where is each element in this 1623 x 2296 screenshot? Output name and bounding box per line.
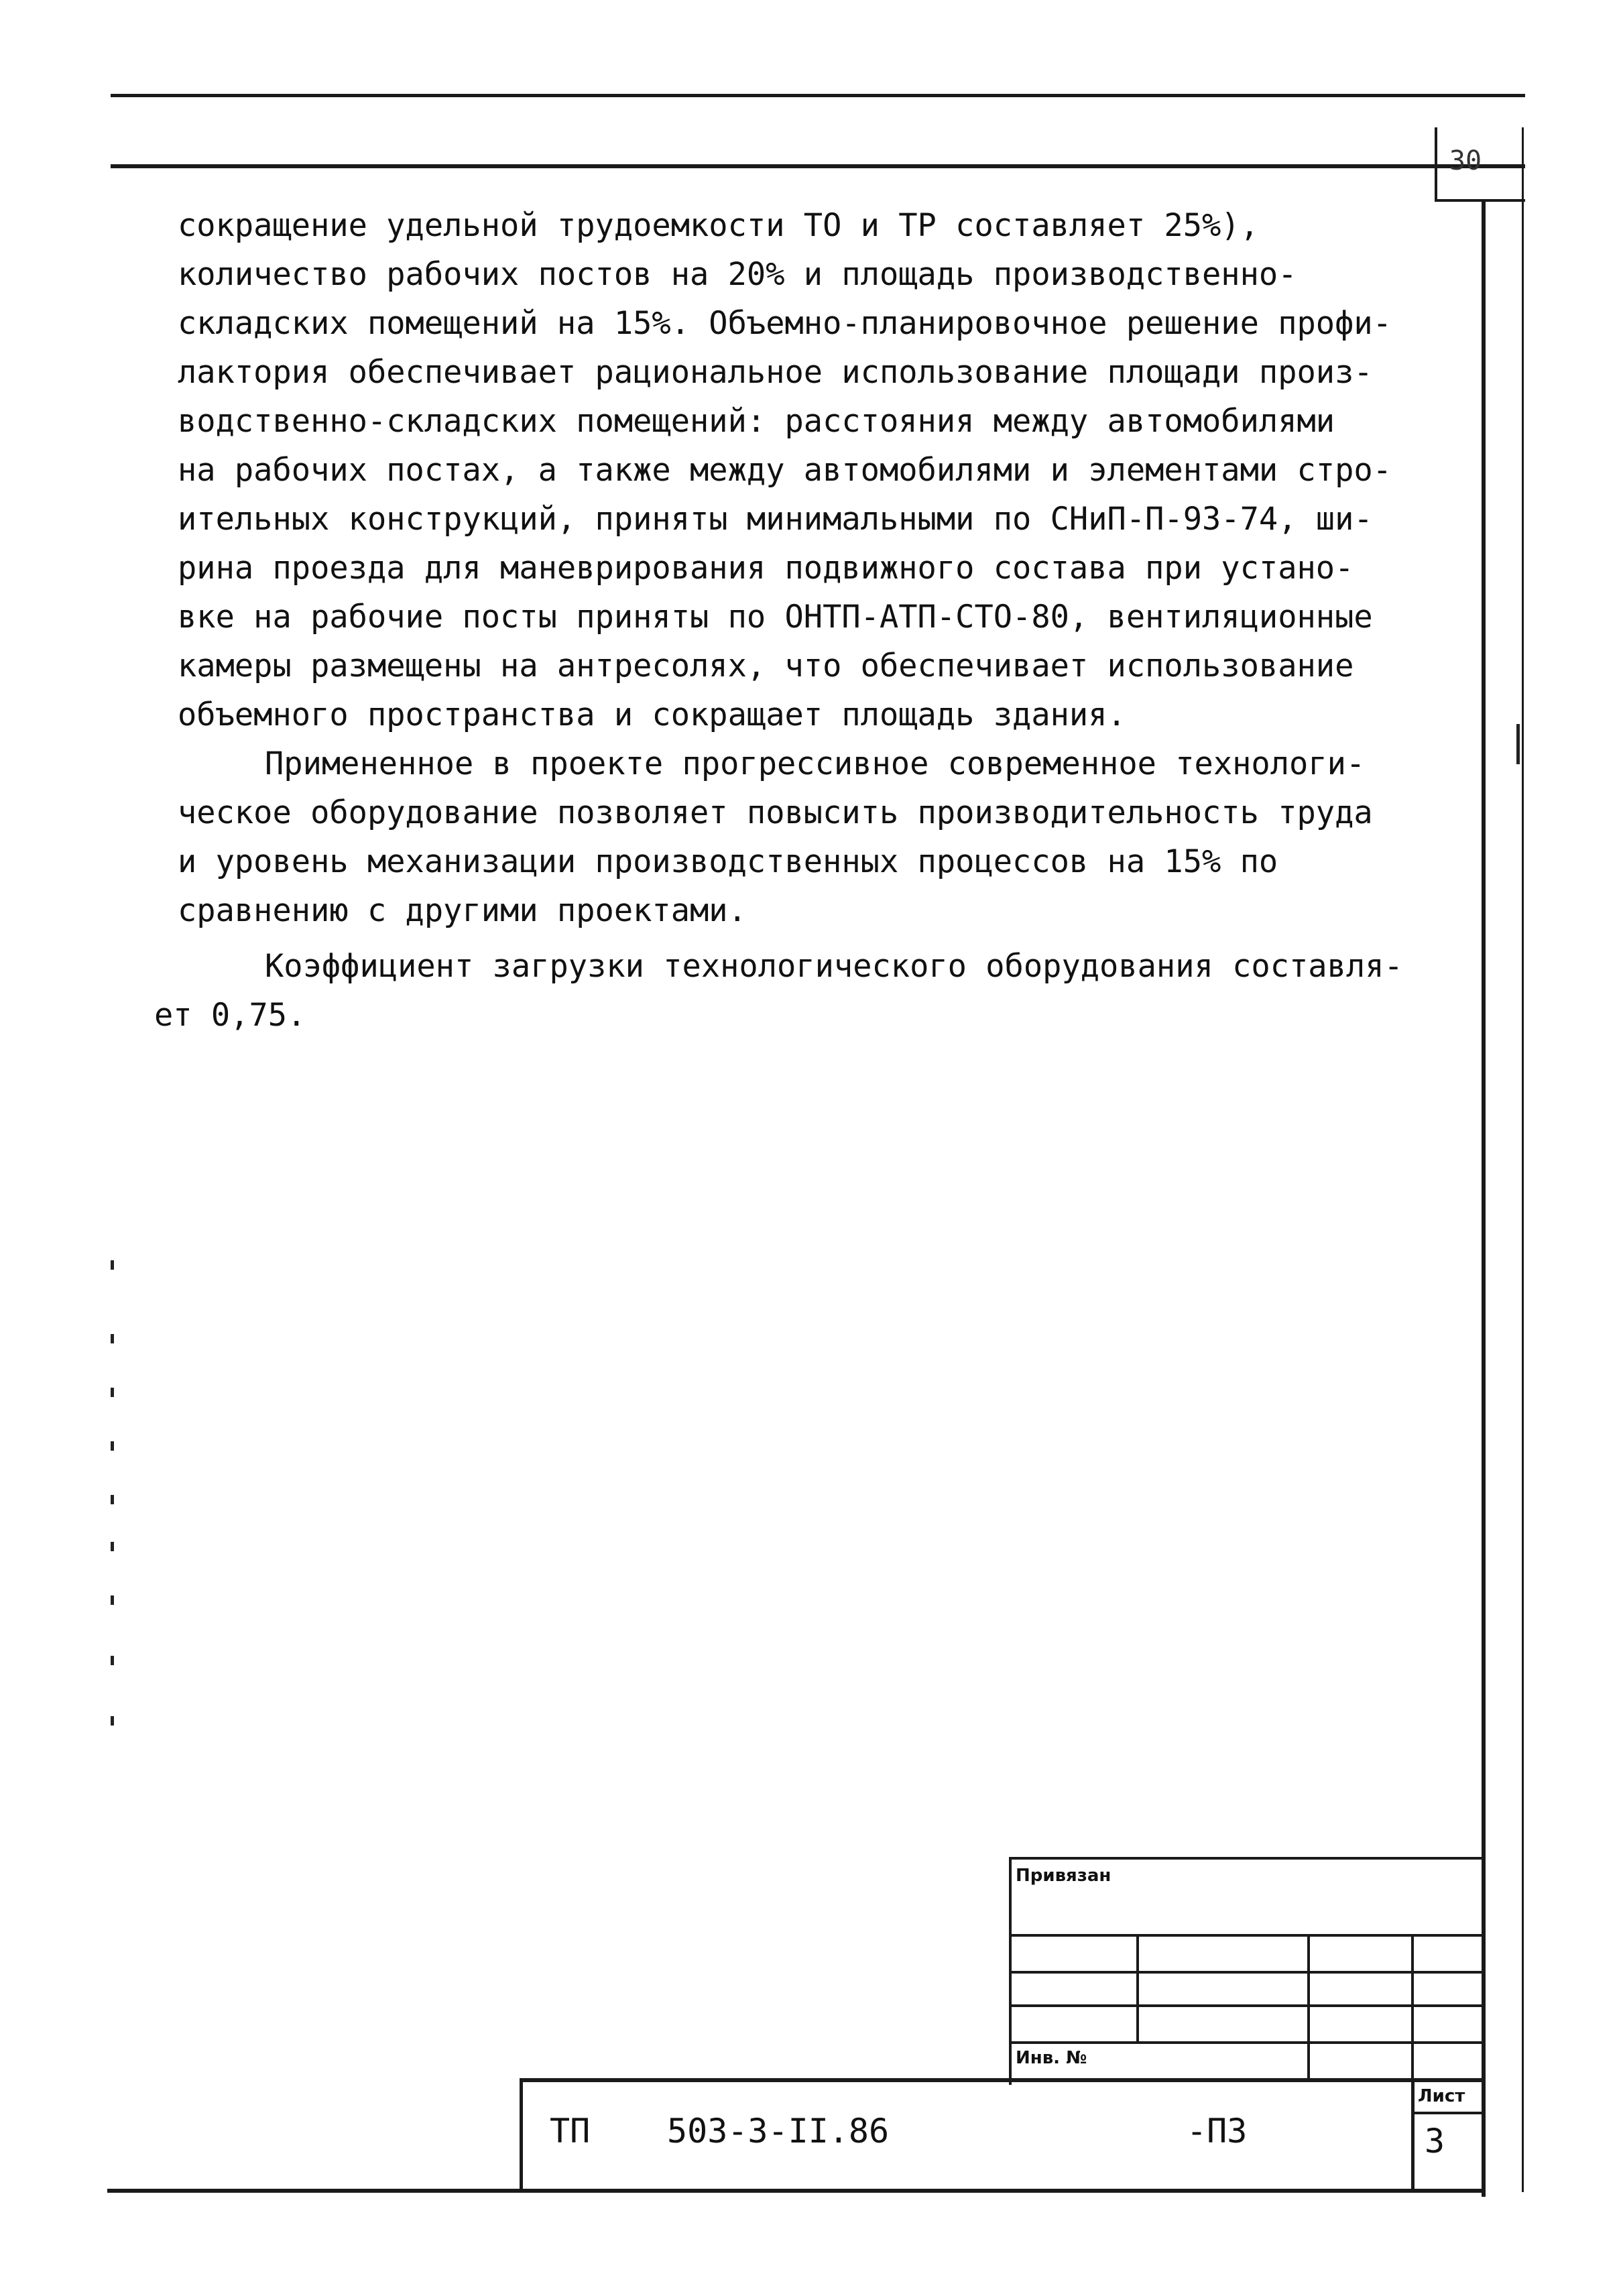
sheet-number: 30: [1449, 145, 1482, 176]
text-line: камеры размещены на антресолях, что обеспечивает использование: [178, 648, 1354, 684]
margin-mark: [111, 1656, 114, 1665]
sheet-value: 3: [1425, 2122, 1445, 2161]
text-line: складских помещений на 15%. Объемно-планировочное решение профи-: [178, 305, 1392, 342]
stamp-grid-line: [1411, 1934, 1414, 2081]
text-line: и уровень механизации производственных процессов на 15% по: [178, 843, 1278, 880]
stamp-grid-line: [1307, 1934, 1310, 2081]
stamp-main-line: [520, 2078, 1485, 2082]
stamp-main-line: [520, 2078, 523, 2192]
header-line: [111, 164, 1525, 168]
stamp-grid-line: [1009, 1857, 1485, 1860]
inventory-number-label: Инв. №: [1016, 2048, 1087, 2068]
sheet-label: Лист: [1418, 2086, 1465, 2106]
text-line: ет 0,75.: [154, 997, 306, 1034]
text-line: лактория обеспечивает рациональное использование площади произ-: [178, 354, 1373, 391]
text-line: сравнению с другими проектами.: [178, 892, 747, 929]
paragraph-2: [178, 739, 1438, 935]
document-body: [154, 201, 1438, 1040]
doc-suffix: -ПЗ: [1187, 2112, 1248, 2151]
paragraph-1: [178, 201, 1438, 739]
sheet-number-box-bottom: [1435, 199, 1525, 202]
text-line: ческое оборудование позволяет повысить производительность труда: [178, 794, 1373, 831]
margin-mark: [111, 1595, 114, 1605]
margin-mark: [111, 1388, 114, 1397]
stamp-main-line: [1411, 2078, 1415, 2192]
linked-label: Привязан: [1016, 1866, 1111, 1886]
text-line: ительных конструкций, приняты минимальными по СНиП-П-93-74, ши-: [178, 501, 1373, 538]
far-right-edge: [1522, 127, 1524, 2192]
margin-mark: [111, 1716, 114, 1726]
margin-mark: [111, 1441, 114, 1451]
margin-mark: [1516, 724, 1520, 764]
margin-mark: [111, 1542, 114, 1551]
text-line: рина проезда для маневрирования подвижного состава при устано-: [178, 550, 1354, 587]
bottom-frame-line: [107, 2189, 1485, 2193]
text-line: водственно-складских помещений: расстояния между автомобилями: [178, 403, 1335, 440]
margin-mark: [111, 1334, 114, 1343]
top-border-line: [111, 94, 1525, 97]
text-line: вке на рабочие посты приняты по ОНТП-АТП-СТО-80, вентиляционные: [178, 599, 1373, 636]
text-line: объемного пространства и сокращает площадь здания.: [178, 697, 1126, 733]
stamp-main-line: [1411, 2112, 1485, 2114]
doc-code-prefix: ТП: [550, 2112, 591, 2151]
text-line: количество рабочих постов на 20% и площадь производственно-: [178, 256, 1297, 293]
text-line: на рабочих постах, а также между автомобилями и элементами стро-: [178, 452, 1392, 489]
margin-mark: [111, 1495, 114, 1504]
margin-mark: [111, 1260, 114, 1270]
text-line: Коэффициент загрузки технологического оборудования составля-: [265, 948, 1403, 985]
text-line: сокращение удельной трудоемкости ТО и ТР составляет 25%),: [178, 207, 1259, 244]
paragraph-3: [154, 942, 1438, 1040]
right-frame-line: [1482, 199, 1486, 2197]
text-line: Примененное в проекте прогрессивное современное технологи-: [265, 745, 1366, 782]
stamp-grid-line: [1136, 1934, 1139, 2041]
doc-code: 503-3-II.86: [667, 2112, 890, 2151]
sheet-number-box-left: [1435, 127, 1437, 201]
